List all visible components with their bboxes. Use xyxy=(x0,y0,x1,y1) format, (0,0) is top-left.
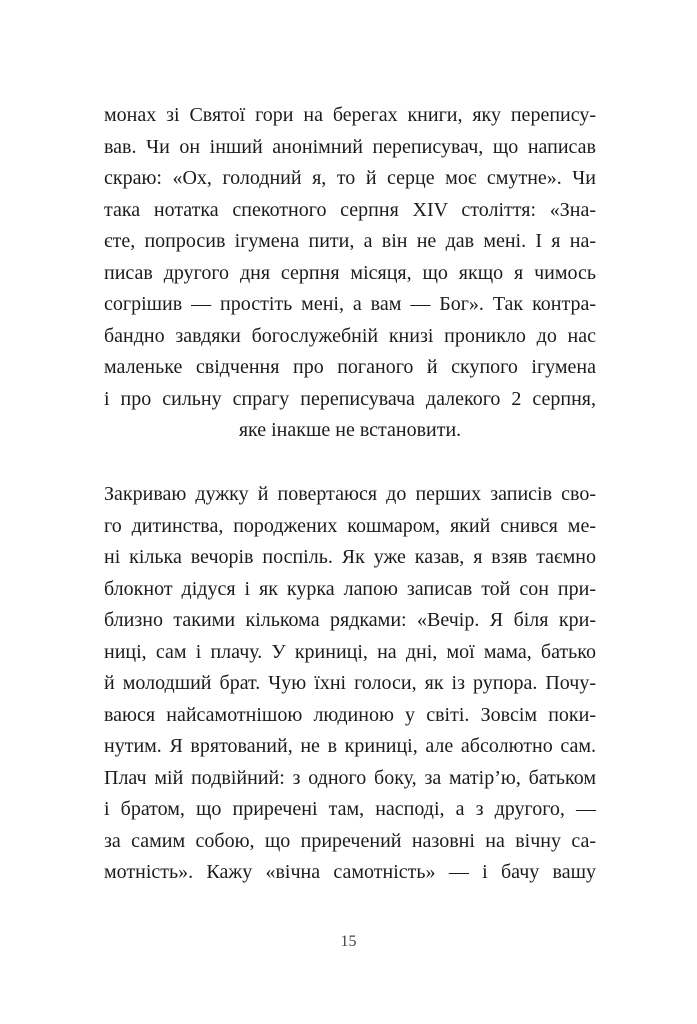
text-line: скраю: «Ох, голодний я, то й серце моє смутне». Чи xyxy=(104,167,596,189)
text-line: мотність». Кажу «вічна самотність» — і бачу вашу xyxy=(104,861,596,883)
text-line: яке інакше не встановити. xyxy=(238,419,462,441)
text-line: і братом, що приречені там, насподі, а з другого, — xyxy=(104,798,596,820)
text-line: за самим собою, що приречений назовні на вічну са- xyxy=(104,829,596,852)
text-line: Закриваю дужку й повертаюся до перших записів сво- xyxy=(104,483,596,505)
text-line: Плач мій подвійний: з одного боку, за матір’ю, батьком xyxy=(104,766,596,789)
text-line: ваюся найсамотнішою людиною у світі. Зовсім поки- xyxy=(104,703,596,726)
text-line: блокнот дідуся і як курка лапою записав той сон при- xyxy=(104,577,596,600)
text-line: монах зі Святої гори на берегах книги, яку перепису- xyxy=(104,104,596,126)
text-line: єте, попросив ігумена пити, а він не дав мені. І я на- xyxy=(104,230,596,252)
paragraph-1 xyxy=(104,100,596,447)
text-line: така нотатка спекотного серпня XIV століття: «Зна- xyxy=(104,198,596,221)
text-line: близно такими кількома рядками: «Вечір. Я біля кри- xyxy=(104,609,596,631)
text-line: согрішив — простіть мені, а вам — Бог». Так контра- xyxy=(104,293,596,315)
text-line: і про сильну спрагу переписувача далекого 2 серпня, xyxy=(104,387,596,410)
text-line: бандно завдяки богослужебній книзі проникло до нас xyxy=(104,324,596,347)
text-line: го дитинства, породжених кошмаром, який снився ме- xyxy=(104,514,596,537)
text-line: ниці, сам і плачу. У криниці, на дні, мої мама, батько xyxy=(104,640,596,663)
text-line: писав другого дня серпня місяця, що якщо я чимось xyxy=(104,261,596,284)
text-line: вав. Чи он інший анонімний переписувач, що написав xyxy=(104,135,596,158)
text-line: нутим. Я врятований, не в криниці, але абсолютно сам. xyxy=(104,735,596,757)
text-line: маленьке свідчення про поганого й скупого ігумена xyxy=(104,356,596,378)
paragraph-2 xyxy=(104,479,596,889)
text-line: ні кілька вечорів поспіль. Як уже казав, я взяв таємно xyxy=(104,546,596,568)
page-number: 15 xyxy=(340,933,357,950)
text-line: й молодший брат. Чую їхні голоси, як із рупора. Почу- xyxy=(104,672,596,694)
